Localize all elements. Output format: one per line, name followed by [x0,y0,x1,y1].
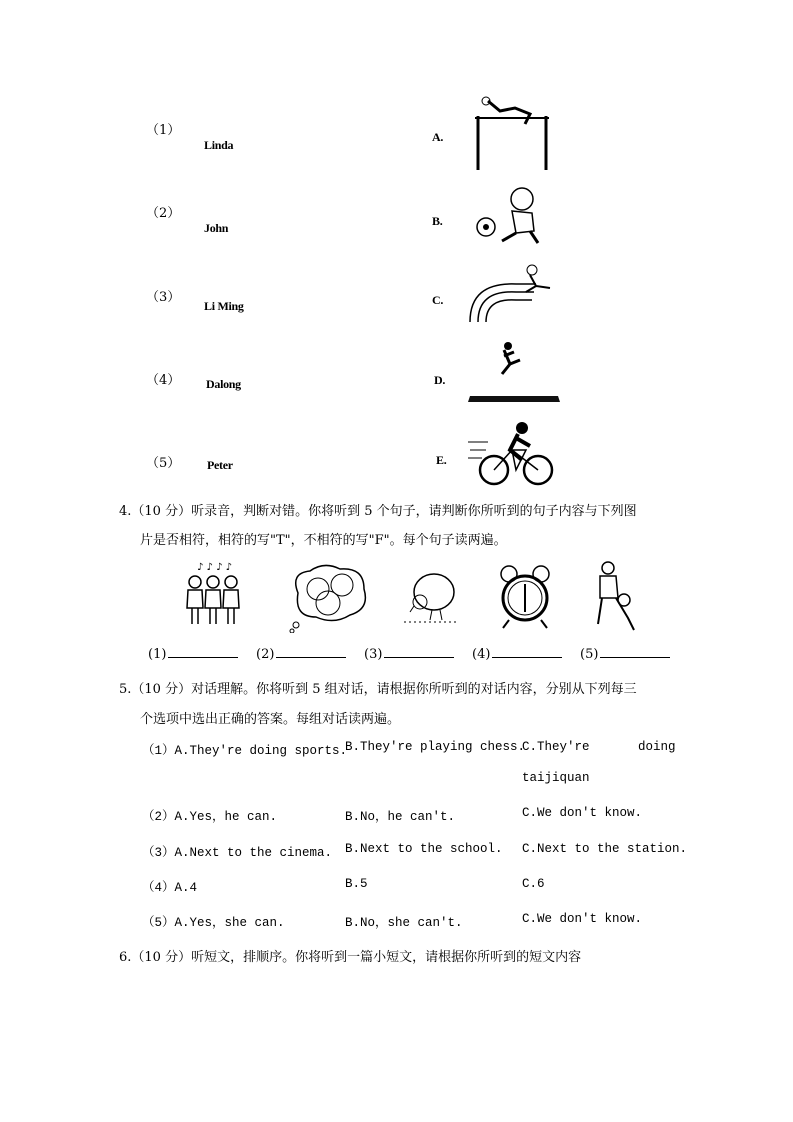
option-b: B.5 [345,877,368,891]
q5-instruction-line1: 5.（10 分）对话理解。你将听到 5 组对话，请根据你所听到的对话内容，分别从下列每三 [119,682,637,697]
match-letter: A. [432,130,444,144]
option-a: （4）A.4 [142,881,198,895]
match-letter: D. [434,373,446,387]
answer-blank[interactable] [600,645,670,658]
high-jump-picture [470,96,555,172]
option-c: C.We don't know. [522,912,643,926]
match-name: John [204,221,229,235]
answer-blank[interactable] [276,645,346,658]
match-name: Peter [207,458,233,472]
answer-blank[interactable] [492,645,562,658]
match-letter: E. [436,453,447,467]
blank-label: (3) [364,647,383,662]
alarm-clock-picture [497,564,553,630]
q4-answer-4[interactable] [472,645,562,662]
blank-label: (5) [580,647,599,662]
match-num: （3） [146,290,181,305]
q4-answer-1[interactable] [148,645,238,662]
long-jump-picture [466,338,562,408]
match-letter: C. [432,293,444,307]
option-c-cont: doing [638,740,676,754]
option-c-cont: taijiquan [522,771,590,785]
basketball-player-picture [588,560,648,632]
chick-picture [400,568,462,626]
option-a: （3）A.Next to the cinema. [142,846,333,860]
tomatoes-thought-picture [288,563,370,633]
option-c: C.They're [522,740,590,754]
option-b: B.No，he can't. [345,810,456,824]
option-b: B.Next to the school. [345,842,503,856]
match-num: （4） [146,373,181,388]
cycling-picture [466,420,562,488]
singing-girls-picture [183,560,249,628]
blank-label: (4) [472,647,491,662]
match-num: （5） [146,456,181,471]
q4-answer-2[interactable] [256,645,346,662]
option-c: C.We don't know. [522,806,643,820]
q6-instruction-line1: 6.（10 分）听短文，排顺序。你将听到一篇小短文，请根据你所听到的短文内容 [119,950,582,965]
svg-text:♪ ♪ ♪ ♪: ♪ ♪ ♪ ♪ [197,562,233,573]
match-name: Li Ming [204,299,244,313]
option-a: （1）A.They're doing sports. [142,744,348,758]
q4-answer-5[interactable] [580,645,670,662]
blank-label: (2) [256,647,275,662]
answer-blank[interactable] [384,645,454,658]
match-num: （1） [146,123,181,138]
match-letter: B. [432,214,443,228]
option-c: C.Next to the station. [522,842,688,856]
match-name: Dalong [206,377,241,391]
blank-label: (1) [148,647,167,662]
option-b: B.No，she can't. [345,916,463,930]
q4-answer-3[interactable] [364,645,454,662]
option-a: （2）A.Yes，he can. [142,810,278,824]
q5-instruction-line2: 个选项中选出正确的答案。每组对话读两遍。 [140,712,401,727]
match-name: Linda [204,138,234,152]
q4-instruction-line1: 4.（10 分）听录音，判断对错。你将听到 5 个句子，请判断你所听到的句子内容与下列图 [119,504,637,519]
option-a: （5）A.Yes，she can. [142,916,285,930]
q4-instruction-line2: 片是否相符，相符的写"T"，不相符的写"F"。每个句子读两遍。 [140,533,507,548]
answer-blank[interactable] [168,645,238,658]
option-b: B.They're playing chess. [345,740,526,754]
option-c: C.6 [522,877,545,891]
match-num: （2） [146,206,181,221]
soccer-picture [472,185,552,249]
running-track-picture [466,262,560,328]
